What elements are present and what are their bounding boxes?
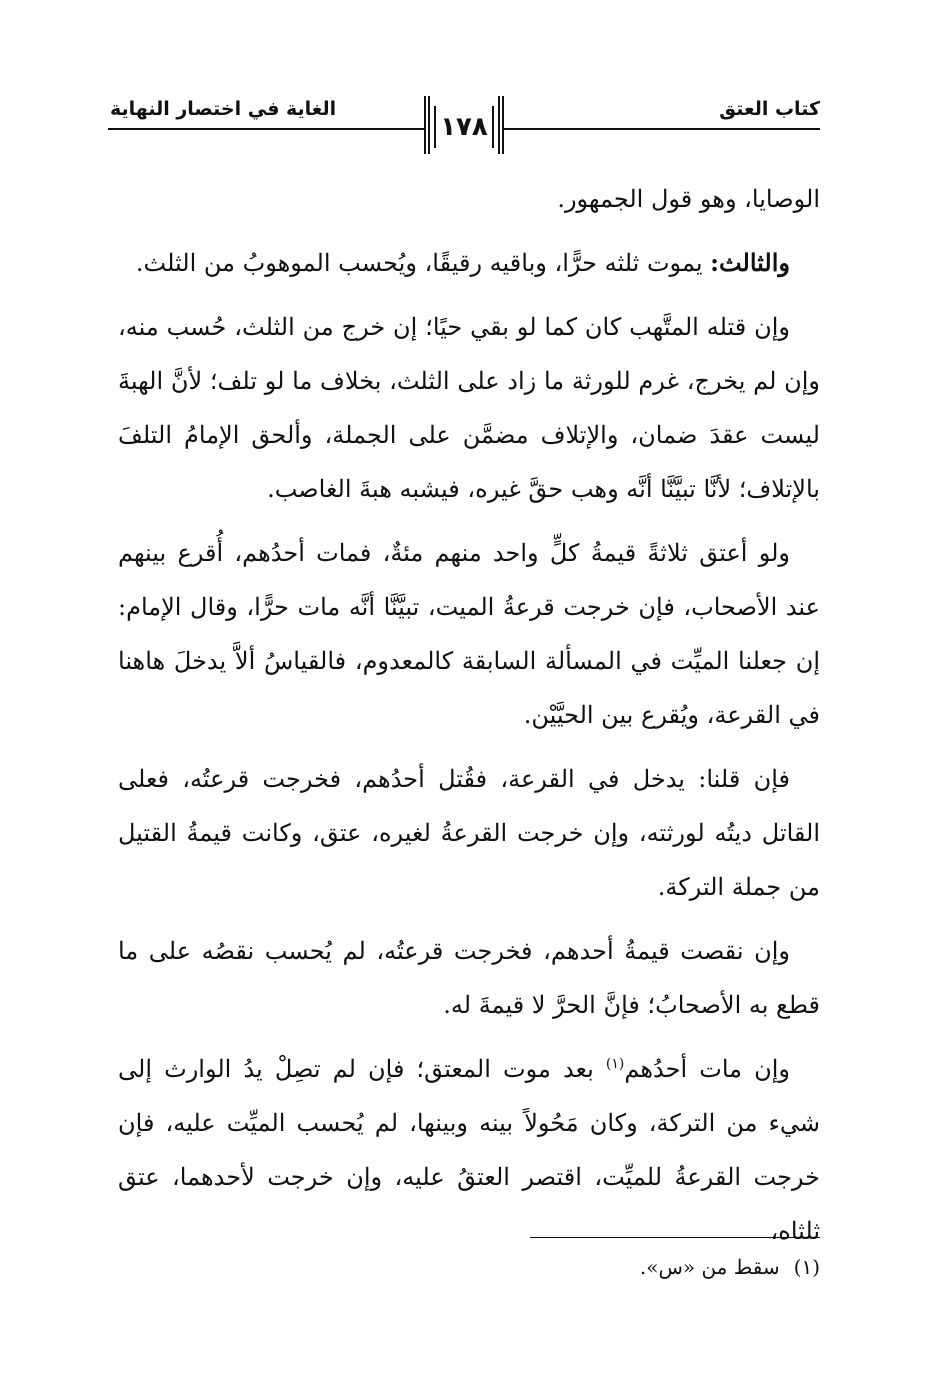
header-rule-right [502,128,820,130]
page-number: ١٧٨ [434,106,494,148]
paragraph-3 [118,300,820,516]
book-title: الغاية في اختصار النهاية [110,98,337,120]
paragraph-6 [118,924,820,1032]
main-text [118,172,820,1268]
paragraph-lead: والثالث: [710,248,790,277]
footnote-text: سقط من «س». [639,1255,780,1279]
paragraph-text: وإن مات أحدُهم [624,1055,790,1083]
footnote-marker: (١) [605,1056,625,1072]
paragraph-2 [118,236,820,290]
paragraph-5 [118,752,820,914]
paragraph-text: وإن نقصت قيمةُ أحدهم، فخرجت قرعتُه، لم يُحسب نقصُه على ما قطع به الأصحابُ؛ فإنَّ الحرَّ لا قيمةَ له. [118,937,820,1019]
paragraph-text: وإن قتله المتَّهب كان كما لو بقي حيًا؛ إن خرج من الثلث، حُسب منه، وإن لم يخرج، غرم للورثة ما زاد على الثلث، بخلاف ما لو تلف؛ لأنَّ الهبةَ ليست عقدَ ضمان، والإتلاف مضمَّن على الجملة، وألحق الإمامُ التلفَ بالإتلاف؛ لأنَّا تبيَّنَّا أنَّه وهب حقَّ غيره، فيشبه هبةَ الغاصب. [118,313,820,503]
paragraph-text: فإن قلنا: يدخل في القرعة، فقُتل أحدُهم، فخرجت قرعتُه، فعلى القاتل ديتُه لورثته، وإن خرجت القرعةُ لغيره، عتق، وكانت قيمةُ القتيل من جملة التركة. [118,765,820,901]
footnote-separator [530,1237,820,1238]
footnote [640,1252,820,1282]
paragraph-1 [118,172,820,226]
chapter-title: كتاب العتق [719,98,820,120]
paragraph-text: يموت ثلثه حرًّا، وباقيه رقيقًا، ويُحسب الموهوبُ من الثلث. [135,249,711,277]
paragraph-text: ولو أعتق ثلاثةً قيمةُ كلٍّ واحد منهم مئةٌ، فمات أحدُهم، أُقرع بينهم عند الأصحاب، فإن خرجت قرعةُ الميت، تبيَّنَّا أنَّه مات حرًّا، وقال الإمام: إن جعلنا الميِّت في المسألة السابقة كالمعدوم، فالقياسُ ألاَّ يدخلَ هاهنا في القرعة، ويُقرع بين الحيَّيْن. [118,539,820,729]
paragraph-text: الوصايا، وهو قول الجمهور. [557,185,820,213]
page-number-frame [424,96,504,154]
paragraph-7 [118,1042,820,1258]
footnote-number: (١) [793,1255,820,1279]
header-rule-left [108,128,426,130]
page-header [0,90,936,160]
paragraph-4 [118,526,820,742]
paragraph-text: بعد موت المعتق؛ فإن لم تصِلْ يدُ الوارث إلى شيء من التركة، وكان مَحُولاً بينه وبينها، لم يُحسب الميِّت عليه، فإن خرجت القرعةُ للميِّت، اقتصر العتقُ عليه، وإن خرجت لأحدهما، عتق ثلثاه، [118,1055,820,1245]
